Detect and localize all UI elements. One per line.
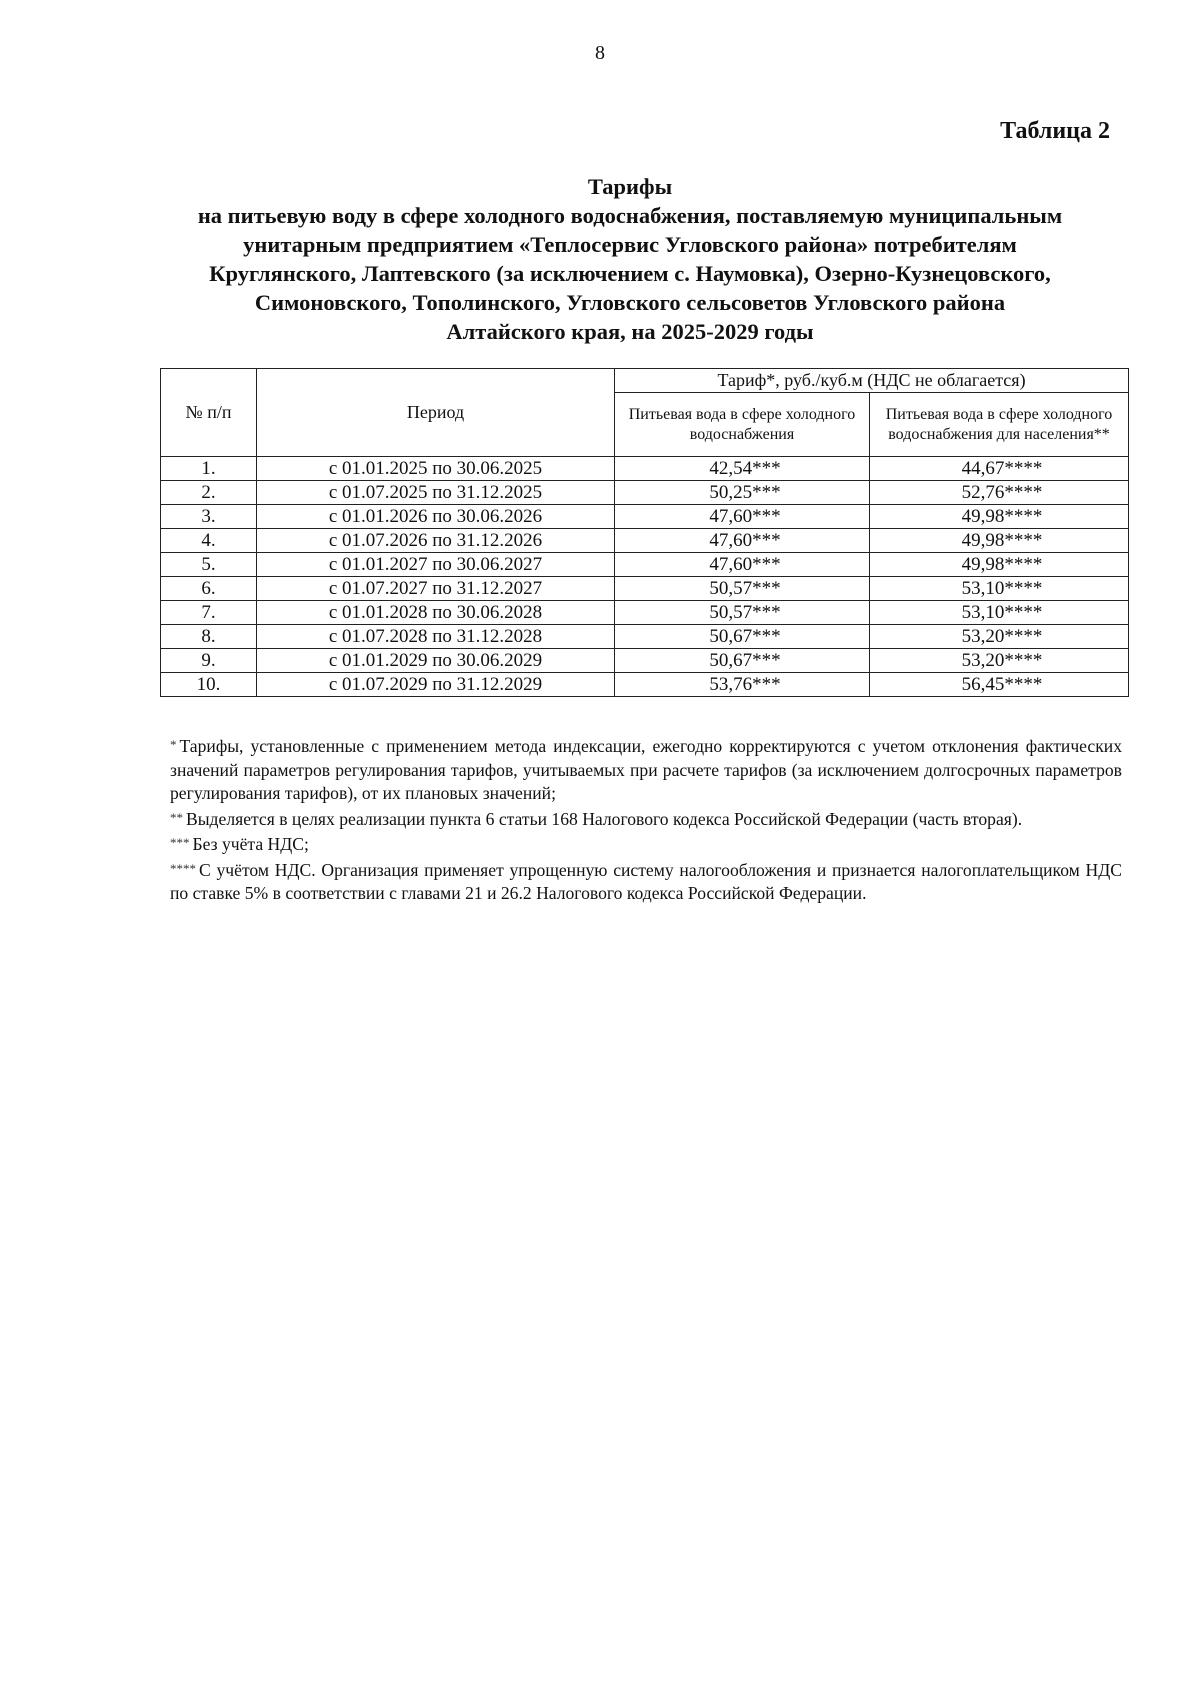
row-tariff-b: 53,20****	[870, 625, 1129, 649]
table-label: Таблица 2	[1000, 118, 1110, 144]
row-tariff-b: 44,67****	[870, 457, 1129, 481]
row-tariff-a: 50,67***	[615, 649, 870, 673]
row-number: 7.	[161, 601, 257, 625]
column-header-number: № п/п	[161, 369, 257, 457]
table-row	[161, 481, 1129, 505]
row-number: 3.	[161, 505, 257, 529]
footnote	[170, 831, 1122, 857]
column-header-drinking-water-population: Питьевая вода в сфере холодного водоснабжения для населения**	[870, 393, 1129, 457]
row-tariff-b: 53,10****	[870, 601, 1129, 625]
row-number: 1.	[161, 457, 257, 481]
row-tariff-a: 50,67***	[615, 625, 870, 649]
column-header-drinking-water: Питьевая вода в сфере холодного водоснабжения	[615, 393, 870, 457]
row-tariff-a: 53,76***	[615, 673, 870, 697]
footnote-text: Тарифы, установленные с применением метода индексации, ежегодно корректируются с учетом отклонения фактических значений параметров регулирования тарифов, учитываемых при расчете тарифов (за исключением долгосрочных параметров регулирования тарифов), от их плановых значений;	[170, 736, 1122, 803]
table-row	[161, 553, 1129, 577]
footnote-text: С учётом НДС. Организация применяет упрощенную систему налогообложения и признается налогоплательщиком НДС по ставке 5% в соответствии с главами 21 и 26.2 Налогового кодекса Российской Федерации.	[170, 859, 1122, 903]
table-row	[161, 673, 1129, 697]
column-header-period: Период	[257, 369, 615, 457]
row-tariff-a: 50,25***	[615, 481, 870, 505]
row-tariff-b: 52,76****	[870, 481, 1129, 505]
footnotes	[170, 733, 1122, 906]
row-period: с 01.01.2027 по 30.06.2027	[257, 553, 615, 577]
table-row	[161, 457, 1129, 481]
table-row	[161, 649, 1129, 673]
row-tariff-a: 50,57***	[615, 601, 870, 625]
title-line: Симоновского, Тополинского, Угловского сельсоветов Угловского района	[254, 290, 1006, 315]
footnote	[170, 806, 1122, 832]
title-line: Тарифы	[587, 174, 673, 199]
title-line: на питьевую воду в сфере холодного водоснабжения, поставляемую муниципальным	[197, 203, 1063, 228]
footnote-text: Без учёта НДС;	[192, 834, 309, 854]
footnote	[170, 733, 1122, 806]
table-row	[161, 577, 1129, 601]
row-tariff-b: 53,10****	[870, 577, 1129, 601]
title-line: Круглянского, Лаптевского (за исключением с. Наумовка), Озерно-Кузнецовского,	[209, 261, 1051, 286]
footnote-mark: **	[170, 809, 183, 825]
tariff-group-header: Тариф*, руб./куб.м (НДС не облагается)	[615, 369, 1129, 393]
row-tariff-a: 47,60***	[615, 529, 870, 553]
document-title	[150, 172, 1110, 346]
row-tariff-a: 50,57***	[615, 577, 870, 601]
row-tariff-a: 47,60***	[615, 505, 870, 529]
row-number: 9.	[161, 649, 257, 673]
footnote-mark: ***	[170, 835, 190, 850]
row-number: 2.	[161, 481, 257, 505]
page-number: 8	[595, 42, 605, 64]
table-row	[161, 625, 1129, 649]
row-period: с 01.07.2025 по 31.12.2025	[257, 481, 615, 505]
table-body	[161, 457, 1129, 697]
footnote	[170, 857, 1122, 906]
row-tariff-b: 49,98****	[870, 529, 1129, 553]
row-tariff-b: 56,45****	[870, 673, 1129, 697]
footnote-mark: ****	[170, 860, 196, 876]
table-row	[161, 505, 1129, 529]
row-period: с 01.01.2029 по 30.06.2029	[257, 649, 615, 673]
row-period: с 01.01.2028 по 30.06.2028	[257, 601, 615, 625]
row-number: 6.	[161, 577, 257, 601]
row-number: 4.	[161, 529, 257, 553]
row-number: 5.	[161, 553, 257, 577]
row-period: с 01.07.2027 по 31.12.2027	[257, 577, 615, 601]
row-period: с 01.07.2028 по 31.12.2028	[257, 625, 615, 649]
table-row	[161, 601, 1129, 625]
row-tariff-a: 47,60***	[615, 553, 870, 577]
row-period: с 01.01.2025 по 30.06.2025	[257, 457, 615, 481]
row-period: с 01.07.2029 по 31.12.2029	[257, 673, 615, 697]
row-period: с 01.01.2026 по 30.06.2026	[257, 505, 615, 529]
title-line: унитарным предприятием «Теплосервис Угловского района» потребителям	[243, 232, 1017, 257]
table-row	[161, 529, 1129, 553]
row-tariff-b: 53,20****	[870, 649, 1129, 673]
row-period: с 01.07.2026 по 31.12.2026	[257, 529, 615, 553]
footnote-mark: *	[170, 737, 177, 752]
row-number: 10.	[161, 673, 257, 697]
row-number: 8.	[161, 625, 257, 649]
tariff-table	[160, 368, 1129, 697]
row-tariff-b: 49,98****	[870, 553, 1129, 577]
row-tariff-b: 49,98****	[870, 505, 1129, 529]
row-tariff-a: 42,54***	[615, 457, 870, 481]
title-line: Алтайского края, на 2025-2029 годы	[446, 319, 814, 344]
footnote-text: Выделяется в целях реализации пункта 6 статьи 168 Налогового кодекса Российской Федерации (часть вторая).	[186, 808, 1023, 829]
